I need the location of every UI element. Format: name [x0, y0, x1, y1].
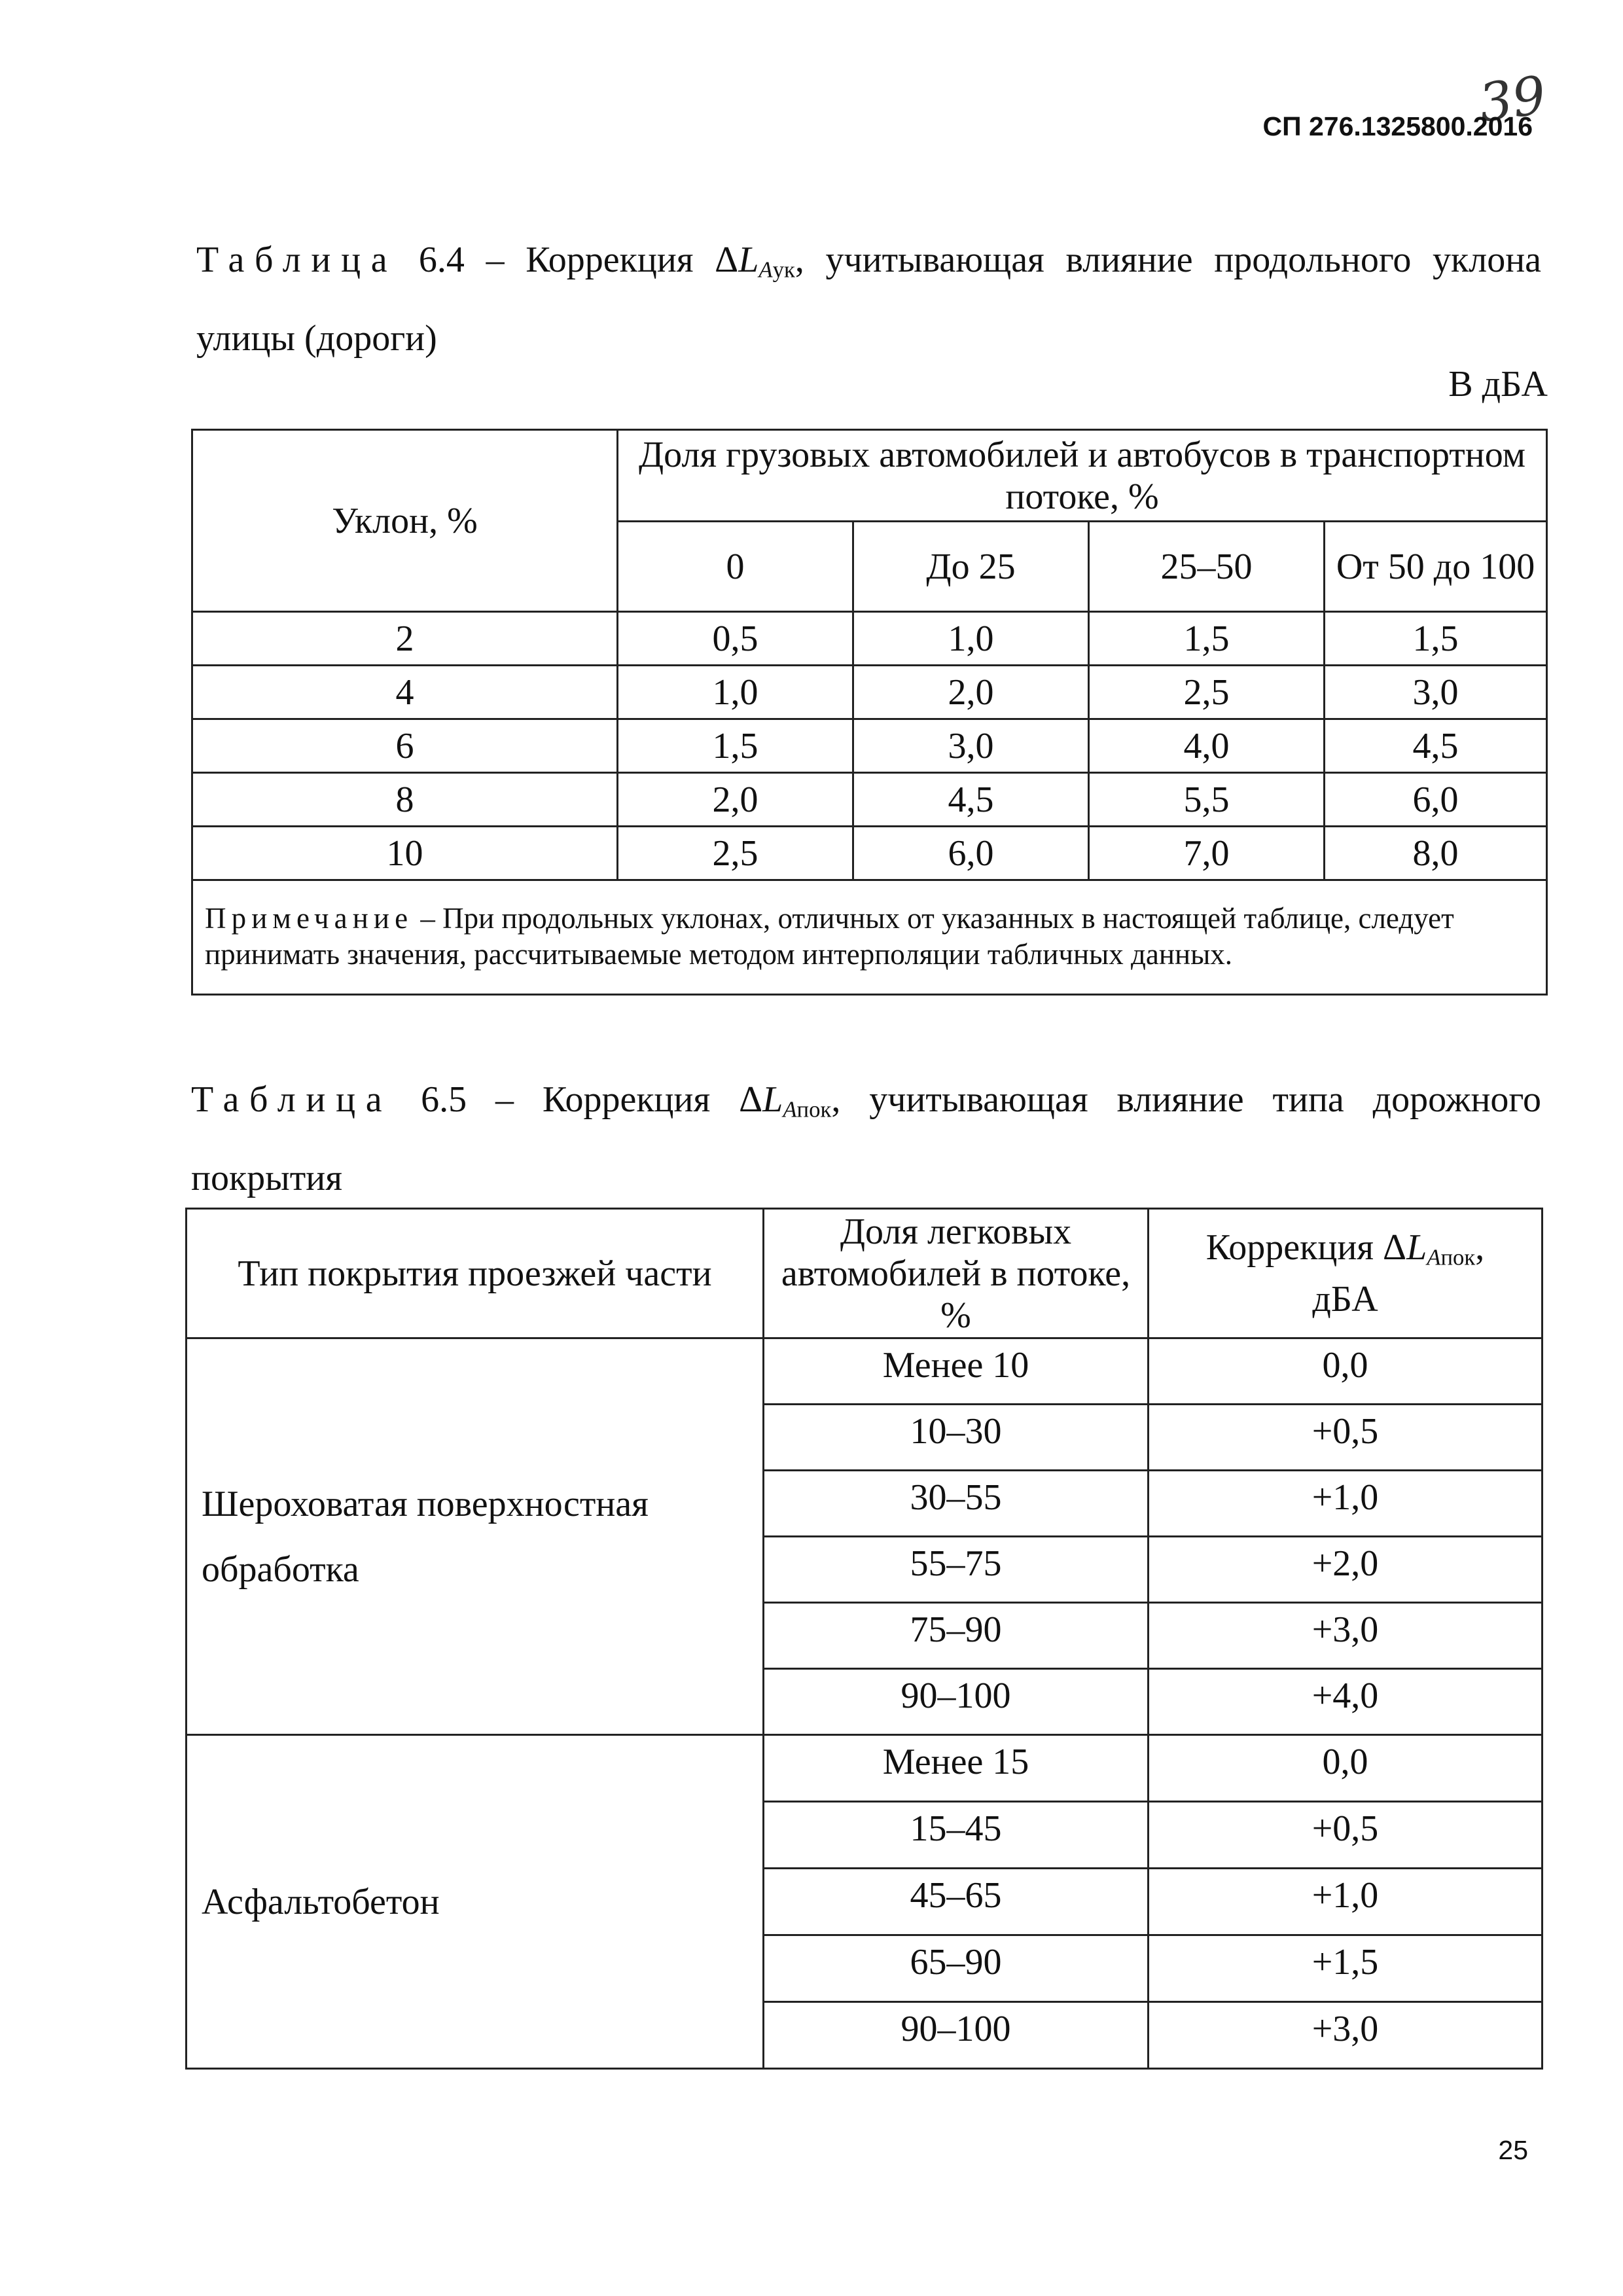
subheader-0: 0	[618, 522, 853, 612]
page-number: 25	[1498, 2135, 1528, 2165]
cell: 65–90	[764, 1935, 1149, 2002]
cell: 90–100	[764, 2002, 1149, 2069]
pavement-type-asphalt: Асфальтобетон	[187, 1735, 764, 2069]
cell: 1,0	[618, 666, 853, 719]
caption-number: 6.4	[418, 240, 465, 280]
subheader-3: От 50 до 100	[1325, 522, 1547, 612]
header-correction-variable: L	[1406, 1227, 1427, 1268]
cell: 90–100	[764, 1669, 1149, 1735]
cell: 75–90	[764, 1603, 1149, 1669]
cell: 7,0	[1089, 827, 1325, 880]
header-car-share: Доля легковых автомобилей в потоке, %	[764, 1209, 1149, 1338]
caption-number: 6.5	[421, 1079, 467, 1120]
header-correction-prefix: Коррекция Δ	[1205, 1227, 1407, 1268]
caption-subscript-a: A	[758, 257, 773, 283]
cell: 30–55	[764, 1471, 1149, 1537]
cell: +1,0	[1149, 1471, 1543, 1537]
unit-note: В дБА	[1448, 364, 1548, 404]
cell: 6,0	[1325, 773, 1547, 827]
cell: 2,5	[1089, 666, 1325, 719]
cell: 4,5	[1325, 719, 1547, 773]
table-row	[192, 612, 1547, 666]
caption-variable: L	[738, 240, 759, 280]
cell: 1,5	[618, 719, 853, 773]
cell: 4,5	[853, 773, 1089, 827]
table-row	[192, 773, 1547, 827]
caption-variable: L	[762, 1079, 783, 1120]
header-correction-unit: дБА	[1312, 1279, 1378, 1320]
cell: 0,0	[1149, 1338, 1543, 1405]
caption-tail: , учитывающая влияние типа дорожного покрытия	[191, 1079, 1542, 1198]
pavement-correction-table	[185, 1208, 1543, 2070]
cell: 10–30	[764, 1405, 1149, 1471]
table-row	[192, 666, 1547, 719]
cell: +4,0	[1149, 1669, 1543, 1735]
caption-subscript-rest: ук	[772, 257, 795, 283]
cell: 8	[192, 773, 618, 827]
note-label: Примечание	[205, 902, 414, 935]
cell: +3,0	[1149, 2002, 1543, 2069]
table-6-4-caption	[196, 226, 1541, 372]
caption-dash: – Коррекция Δ	[495, 1079, 763, 1120]
cell: 6,0	[853, 827, 1089, 880]
header-truck-share: Доля грузовых автомобилей и автобусов в транспортном потоке, %	[618, 430, 1547, 522]
header-pavement-type: Тип покрытия проезжей части	[187, 1209, 764, 1338]
caption-dash: – Коррекция Δ	[486, 240, 739, 280]
cell: +0,5	[1149, 1405, 1543, 1471]
header-correction: Коррекция $\Delta L_{Aпок}$, дБА	[1149, 1209, 1543, 1338]
caption-tail: , учитывающая влияние продольного уклона улицы (дороги)	[196, 240, 1542, 359]
cell: 3,0	[853, 719, 1089, 773]
cell: 15–45	[764, 1802, 1149, 1869]
cell: 45–65	[764, 1869, 1149, 1935]
header-correction-subscript-a: A	[1427, 1244, 1441, 1270]
header-slope: Уклон, %	[192, 430, 618, 612]
table-note	[192, 880, 1547, 995]
cell: 2,5	[618, 827, 853, 880]
caption-subscript-a: A	[783, 1096, 797, 1122]
caption-lead: Таблица	[191, 1079, 393, 1120]
table-row	[192, 827, 1547, 880]
cell: 55–75	[764, 1537, 1149, 1603]
slope-correction-table	[191, 429, 1548, 996]
table-row	[187, 1338, 1543, 1405]
cell: +2,0	[1149, 1537, 1543, 1603]
handwritten-page-number: 39	[1475, 64, 1550, 134]
caption-subscript-rest: пок	[796, 1096, 832, 1122]
table-row	[192, 719, 1547, 773]
cell: +1,0	[1149, 1869, 1543, 1935]
cell: 2,0	[853, 666, 1089, 719]
cell: 5,5	[1089, 773, 1325, 827]
cell: 1,0	[853, 612, 1089, 666]
cell: +1,5	[1149, 1935, 1543, 2002]
cell: 8,0	[1325, 827, 1547, 880]
cell: 10	[192, 827, 618, 880]
subheader-1: До 25	[853, 522, 1089, 612]
cell: 3,0	[1325, 666, 1547, 719]
cell: +3,0	[1149, 1603, 1543, 1669]
subheader-2: 25–50	[1089, 522, 1325, 612]
table-6-5-caption	[191, 1066, 1541, 1212]
caption-lead: Таблица	[196, 240, 398, 280]
cell: Менее 10	[764, 1338, 1149, 1405]
table-row	[187, 1735, 1543, 1802]
header-correction-subscript-rest: пок	[1440, 1244, 1476, 1270]
cell: 1,5	[1089, 612, 1325, 666]
cell: Менее 15	[764, 1735, 1149, 1802]
cell: 1,5	[1325, 612, 1547, 666]
cell: 4	[192, 666, 618, 719]
note-text: – При продольных уклонах, отличных от указанных в настоящей таблице, следует принимать значения, рассчитываемые методом интерполяции табличных данных.	[205, 902, 1454, 971]
cell: 2	[192, 612, 618, 666]
cell: 2,0	[618, 773, 853, 827]
cell: +0,5	[1149, 1802, 1543, 1869]
document-code: СП 276.1325800.2016	[1262, 111, 1533, 141]
cell: 0,5	[618, 612, 853, 666]
cell: 0,0	[1149, 1735, 1543, 1802]
pavement-type-rough: Шероховатая поверхностная обработка	[187, 1338, 764, 1735]
cell: 6	[192, 719, 618, 773]
cell: 4,0	[1089, 719, 1325, 773]
